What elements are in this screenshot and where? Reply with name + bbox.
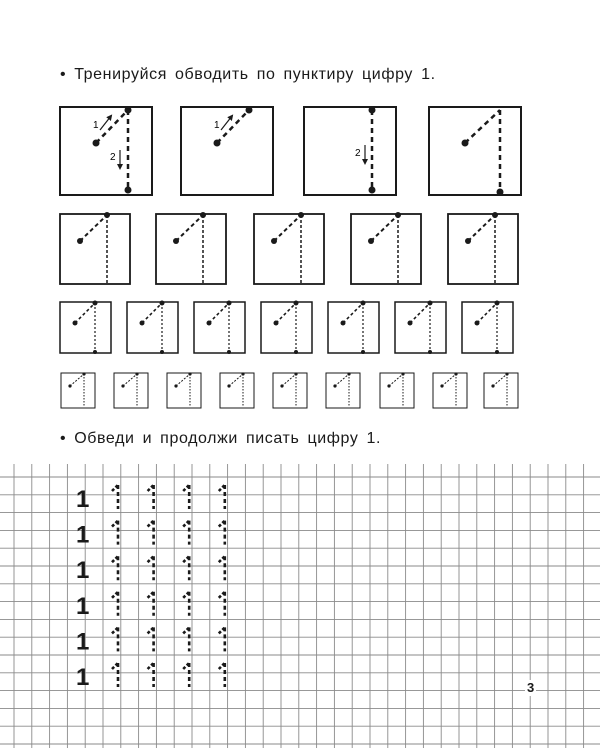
instruction-text: Обведи и продолжи писать цифру 1.: [74, 430, 382, 447]
digit-trace: [148, 627, 154, 651]
digit-sample: 1: [76, 486, 90, 513]
digit-trace: [112, 592, 118, 616]
step-1-label: 1: [93, 120, 99, 131]
digit-trace: [148, 663, 154, 687]
digit-trace: [219, 592, 225, 616]
digit-trace: [183, 592, 189, 616]
page-number: 3: [527, 680, 535, 695]
digit-trace: [148, 521, 154, 545]
digit-trace: [112, 485, 118, 509]
digit-trace: [112, 521, 118, 545]
digit-trace: [148, 485, 154, 509]
digit-trace: [219, 521, 225, 545]
practice-digits: [76, 485, 225, 691]
digit-sample: 1: [76, 592, 90, 620]
digit-trace: [112, 627, 118, 651]
digit-trace: [148, 556, 154, 580]
digit-trace: [219, 485, 225, 509]
bullet-icon: •: [60, 66, 67, 83]
grid-lines: [0, 464, 600, 748]
digit-trace: [183, 485, 189, 509]
digit-sample: 1: [76, 664, 90, 691]
digit-trace: [112, 556, 118, 580]
step-2-label: 2: [355, 148, 361, 159]
digit-trace: [219, 556, 225, 580]
digit-trace: [219, 663, 225, 687]
bullet-icon: •: [60, 430, 67, 447]
digit-trace: [183, 627, 189, 651]
step-1-label: 1: [214, 120, 220, 131]
digit-sample: 1: [76, 521, 90, 549]
digit-sample: 1: [76, 557, 90, 585]
digit-trace: [148, 592, 154, 616]
digit-sample: 1: [76, 628, 90, 656]
digit-trace: [183, 663, 189, 687]
digit-trace: [183, 521, 189, 545]
digit-trace: [219, 627, 225, 651]
digit-trace: [183, 556, 189, 580]
instruction-text: Тренируйся обводить по пунктиру цифру 1.: [74, 66, 436, 83]
digit-trace: [112, 663, 118, 687]
step-2-label: 2: [110, 152, 116, 163]
